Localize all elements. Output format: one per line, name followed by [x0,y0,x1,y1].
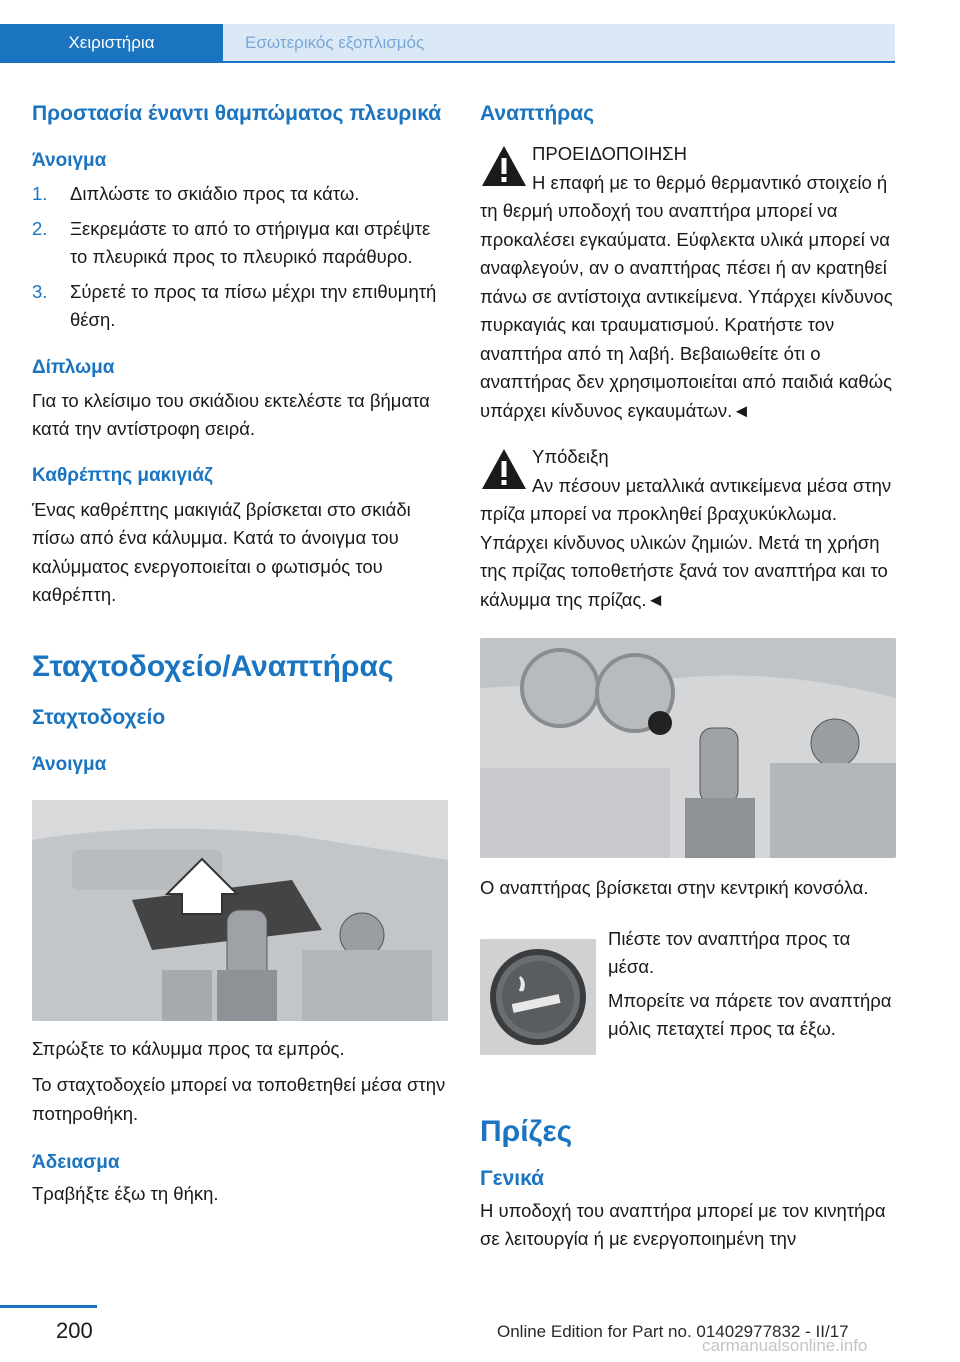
console-photo [480,638,896,858]
note-block [480,443,896,614]
folding-subtitle: Δίπλωμα [32,356,115,378]
lighter-title: Αναπτήρας [480,102,595,125]
emptying-text: Τραβήξτε έξω τη θήκη. [32,1183,219,1204]
list-item [32,278,448,335]
list-item [32,180,448,209]
lighter-icon [480,939,596,1055]
push-cover-text: Σπρώξτε το κάλυμμα προς τα εμπρός. [32,1037,345,1059]
step-number: 2. [32,217,48,239]
ashtray-photo [32,800,448,1021]
note-paragraph [480,443,896,614]
header-divider [0,61,895,63]
ashtray-title: Σταχτοδοχείο [32,705,166,729]
footer-accent-line [0,1305,97,1308]
press-lighter-text: Πιέστε τον αναπτήρα προς τα μέσα. [608,927,851,977]
opening-subtitle: Άνοιγμα [32,150,107,171]
note-label: Υπόδειξη [532,446,609,467]
right-column [480,96,896,1254]
folding-text: Για το κλείσιμο του σκιάδιου εκτελέστε τα βήματα κατά την αντίστροφη σειρά. [32,389,430,439]
steps-list [32,180,448,335]
list-item [32,215,448,272]
remove-lighter-text: Μπορείτε να πάρετε τον αναπτήρα μόλις πεταχτεί προς τα έξω. [608,989,892,1039]
ashtray-opening-subtitle: Άνοιγμα [32,753,107,775]
page-header [0,0,895,64]
warning-text: Η επαφή με το θερμό θερμαντικό στοιχείο ή τη θερμή υποδοχή του αναπτήρα μπορεί να προκαλέσει εγκαύματα. Εύφλεκτα υλικά μπορεί να αναφλεγούν, αν ο αναπτήρας πέσει ή αν κρατηθεί πάνω σε αντίστοιχα αντικείμενα. Υπάρχει κίνδυνος πυρκαγιάς και τραυματισμού. Κρατήστε τον αναπτήρα από τη λαβή. Βεβαιωθείτε ότι ο αναπτήρας δεν χρησιμοποιείται από παιδιά καθώς υπάρχει κίνδυνος εγκαυμάτων.◄ [480,171,893,421]
cupholder-text: Το σταχτοδοχείο μπορεί να τοποθετηθεί μέσα στην ποτηροθήκη. [32,1074,446,1124]
general-subtitle: Γενικά [480,1166,545,1190]
page-number: 200 [56,1318,93,1343]
chapter-title: Σταχτοδοχείο/Αναπτήρας [32,649,394,683]
lighter-location-text: Ο αναπτήρας βρίσκεται στην κεντρική κονσόλα. [480,877,869,898]
tab-controls[interactable]: Χειριστήρια [0,24,223,62]
step-text: Σύρετέ το προς τα πίσω μέχρι την επιθυμητή θέση. [70,280,437,330]
mirror-title: Καθρέπτης μακιγιάζ [32,464,213,486]
note-text: Αν πέσουν μεταλλικά αντικείμενα μέσα στην πρίζα μπορεί να προκληθεί βραχυκύκλωμα. Υπάρχει κίνδυνος υλικών ζημιών. Μετά τη χρήση της πρίζας τοποθετήστε ξανά τον αναπτήρα και το κάλυμμα της πρίζας.◄ [480,474,892,610]
console-illustration [480,638,896,858]
protection-title: Προστασία έναντι θαμπώματος πλευρικά [32,102,442,125]
general-text: Η υποδοχή του αναπτήρα μπορεί με τον κινητήρα σε λειτουργία ή με ενεργοποιημένη την [480,1199,886,1249]
mirror-text: Ένας καθρέπτης μακιγιάζ βρίσκεται στο σκιάδι πίσω από ένα κάλυμμα. Κατά το άνοιγμα του καλύμματος ενεργοποιείται ο φωτισμός του καθρέπτη. [32,498,411,605]
left-column [32,96,448,1209]
lighter-photo [480,939,596,1055]
step-text: Ξεκρεμάστε το από το στήριγμα και στρέψτε το πλευρικά προς το πλευρικό παράθυρο. [70,217,431,267]
tab-interior-equipment[interactable]: Εσωτερικός εξοπλισμός [223,24,895,62]
warning-triangle-icon [480,144,528,188]
ashtray-illustration [32,800,448,1021]
warning-label: ΠΡΟΕΙΔΟΠΟΙΗΣΗ [532,143,687,164]
edition-text: Online Edition for Part no. 01402977832 - II/17 [497,1322,849,1341]
lighter-instructions [480,925,896,1075]
sockets-title: Πρίζες [480,1114,573,1148]
step-number: 1. [32,183,48,204]
note-triangle-icon [480,447,528,491]
step-text: Διπλώστε το σκιάδιο προς τα κάτω. [70,183,360,204]
warning-paragraph [480,140,896,425]
step-number: 3. [32,280,48,302]
warning-block [480,140,896,425]
emptying-subtitle: Άδειασμα [32,1152,120,1173]
watermark: carmanualsonline.info [702,1336,868,1355]
